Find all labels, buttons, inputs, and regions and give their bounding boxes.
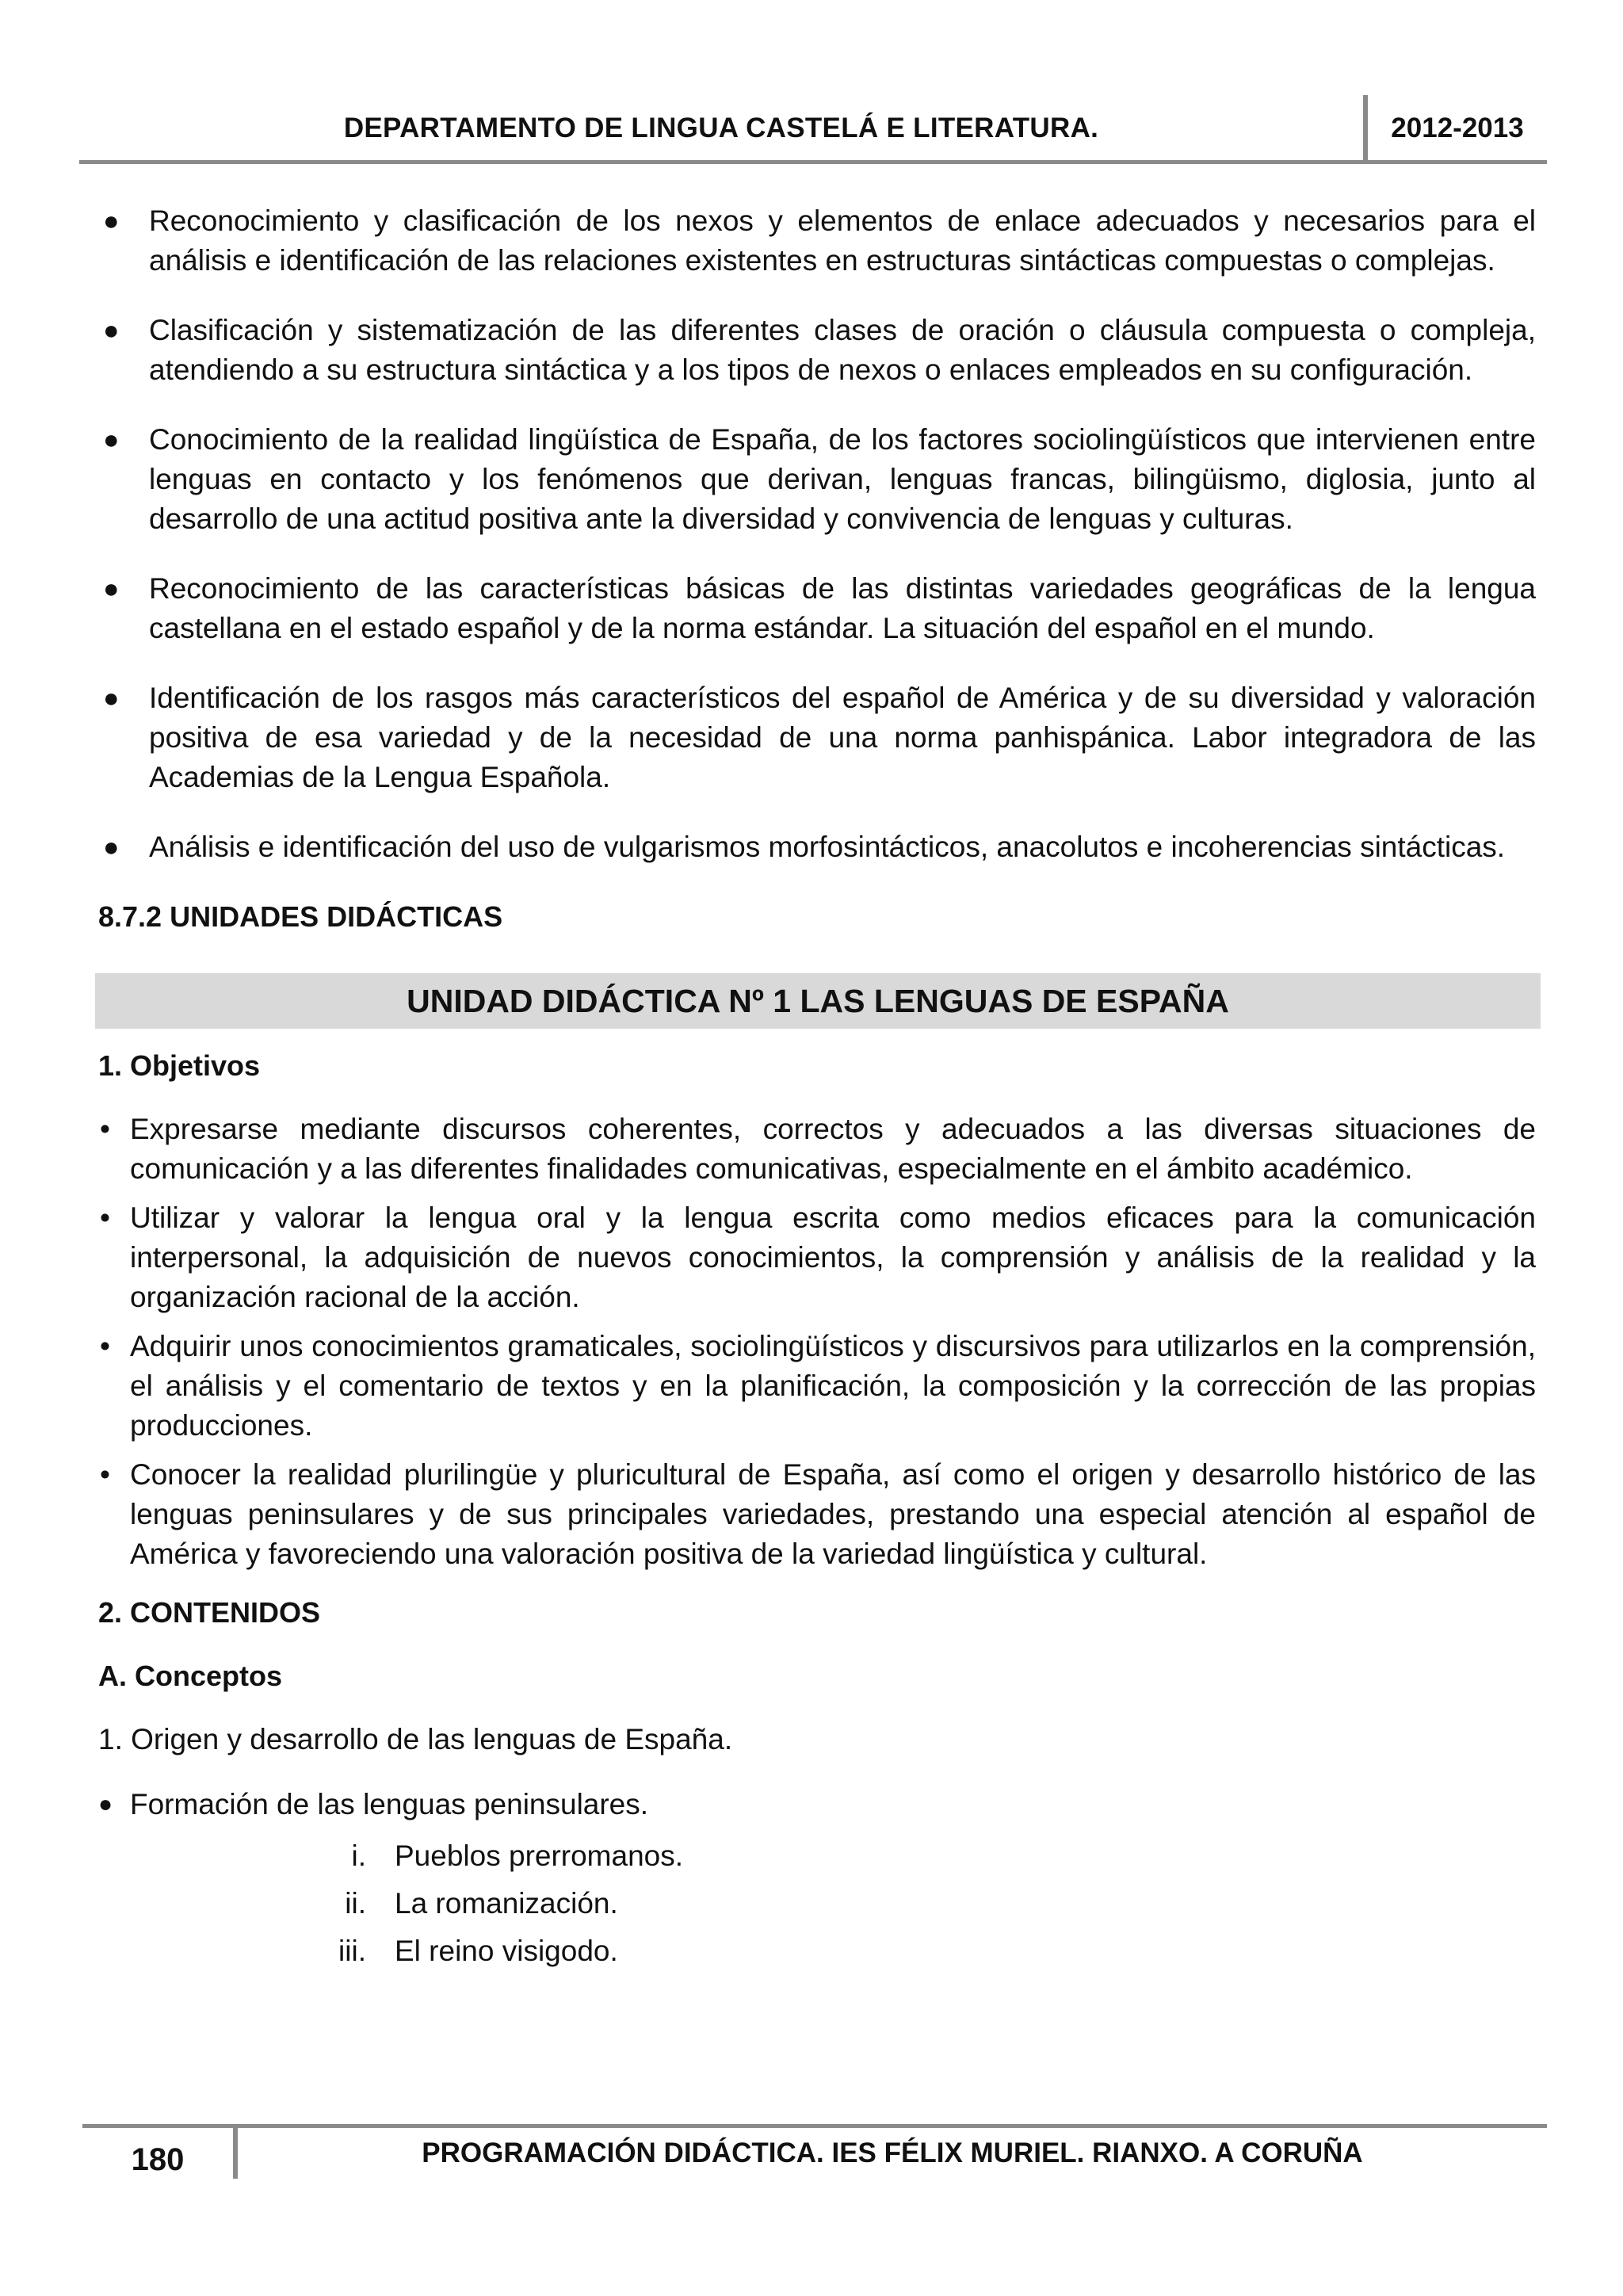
list-item-number: iii. [338, 1935, 366, 1967]
bullet-icon: • [100, 1113, 110, 1145]
concepts-heading: A. Conceptos [98, 1660, 283, 1692]
list-item [98, 1832, 1536, 1880]
list-item-text: Expresarse mediante discursos coherentes, correctos y adecuados a las diversas situaciones de comunicación y a las diferentes finalidades comunicativas, especialmente en el ámbito académico. [130, 1113, 1536, 1185]
bullet-icon: ● [98, 1791, 113, 1817]
list-item [98, 1880, 1536, 1927]
bullet-icon: ● [103, 574, 120, 604]
objectives-list [98, 1110, 1536, 1574]
list-item-text: Análisis e identificación del uso de vulgarismos morfosintácticos, anacolutos e incoherencias sintácticas. [149, 831, 1506, 863]
list-item [98, 678, 1536, 797]
list-item-text: Identificación de los rasgos más característicos del español de América y de su diversidad y valoración positiva de esa variedad y de la necesidad de una norma panhispánica. Labor integradora de las Academias de la Lengua Española. [149, 682, 1536, 793]
bullet-icon: ● [103, 315, 120, 346]
list-item-text: Clasificación y sistematización de las diferentes clases de oración o cláusula compuesta o compleja, atendiendo a su estructura sintáctica y a los tipos de nexos o enlaces empleados en su configuración. [149, 314, 1536, 386]
list-item [98, 1455, 1536, 1574]
unit-title-banner: UNIDAD DIDÁCTICA Nº 1 LAS LENGUAS DE ESPAÑA [95, 973, 1541, 1029]
list-item-text: Reconocimiento y clasificación de los nexos y elementos de enlace adecuados y necesarios para el análisis e identificación de las relaciones existentes en estructuras sintácticas compuestas o complejas. [149, 204, 1536, 277]
page-header [79, 95, 1547, 164]
list-item [98, 420, 1536, 539]
formation-item [98, 1785, 1536, 1824]
list-item-text: Conocimiento de la realidad lingüística de España, de los factores sociolingüísticos que intervienen entre lenguas en contacto y los fenómenos que derivan, lenguas francas, bilingüismo, diglosia, junto al desarrollo de una actitud positiva ante la diversidad y convivencia de lenguas y culturas. [149, 423, 1536, 535]
list-item-text: Utilizar y valorar la lengua oral y la lengua escrita como medios eficaces para la comunicación interpersonal, la adquisición de nuevos conocimientos, la comprensión y análisis de la realidad y la organización racional de la acción. [130, 1201, 1536, 1313]
list-item-text: Conocer la realidad plurilingüe y pluricultural de España, así como el origen y desarrollo histórico de las lenguas peninsulares y de sus principales variedades, prestando una especial atención al español de América y favoreciendo una valoración positiva de la variedad lingüística y cultural. [130, 1458, 1536, 1570]
bullet-icon: • [100, 1458, 110, 1491]
header-year: 2012-2013 [1391, 113, 1524, 143]
roman-sub-list [98, 1832, 1536, 1975]
bullet-icon: ● [103, 832, 120, 862]
list-item-text: El reino visigodo. [395, 1935, 618, 1967]
section-heading-872: 8.7.2 UNIDADES DIDÁCTICAS [98, 900, 503, 933]
list-item-text: Adquirir unos conocimientos gramaticales, sociolingüísticos y discursivos para utilizarlos en la comprensión, el análisis y el comentario de textos y en la planificación, la composición y la corrección de las propias producciones. [130, 1330, 1536, 1442]
page-number: 180 [131, 2142, 185, 2177]
list-item-text: La romanización. [395, 1887, 618, 1920]
list-item [98, 1198, 1536, 1317]
page-content [98, 201, 1536, 1975]
contents-heading: 2. CONTENIDOS [98, 1596, 321, 1629]
page-footer [82, 2124, 1547, 2201]
bullet-icon: • [100, 1330, 110, 1362]
intro-bullet-list [98, 201, 1536, 867]
footer-text: PROGRAMACIÓN DIDÁCTICA. IES FÉLIX MURIEL. RIANXO. A CORUÑA [422, 2137, 1363, 2168]
objectives-heading: 1. Objetivos [98, 1049, 261, 1082]
bullet-icon: • [100, 1201, 110, 1234]
list-item [98, 569, 1536, 648]
bullet-icon: ● [103, 683, 120, 713]
list-item-number: ii. [345, 1887, 366, 1920]
list-item [98, 1110, 1536, 1189]
list-item [98, 827, 1536, 867]
header-title: DEPARTAMENTO DE LINGUA CASTELÁ E LITERATURA. [343, 113, 1099, 143]
bullet-icon: ● [103, 206, 120, 236]
list-item-text: Reconocimiento de las características básicas de las distintas variedades geográficas de la lengua castellana en el estado español y de la norma estándar. La situación del español en el mundo. [149, 572, 1536, 644]
list-item [98, 1327, 1536, 1446]
list-item [98, 1927, 1536, 1975]
bullet-icon: ● [103, 425, 120, 455]
list-item-text: Pueblos prerromanos. [395, 1839, 684, 1872]
formation-text: Formación de las lenguas peninsulares. [130, 1788, 649, 1820]
list-item [98, 201, 1536, 281]
list-item-number: i. [351, 1839, 366, 1872]
list-item [98, 311, 1536, 390]
concept-item-1: 1. Origen y desarrollo de las lenguas de España. [98, 1723, 733, 1755]
